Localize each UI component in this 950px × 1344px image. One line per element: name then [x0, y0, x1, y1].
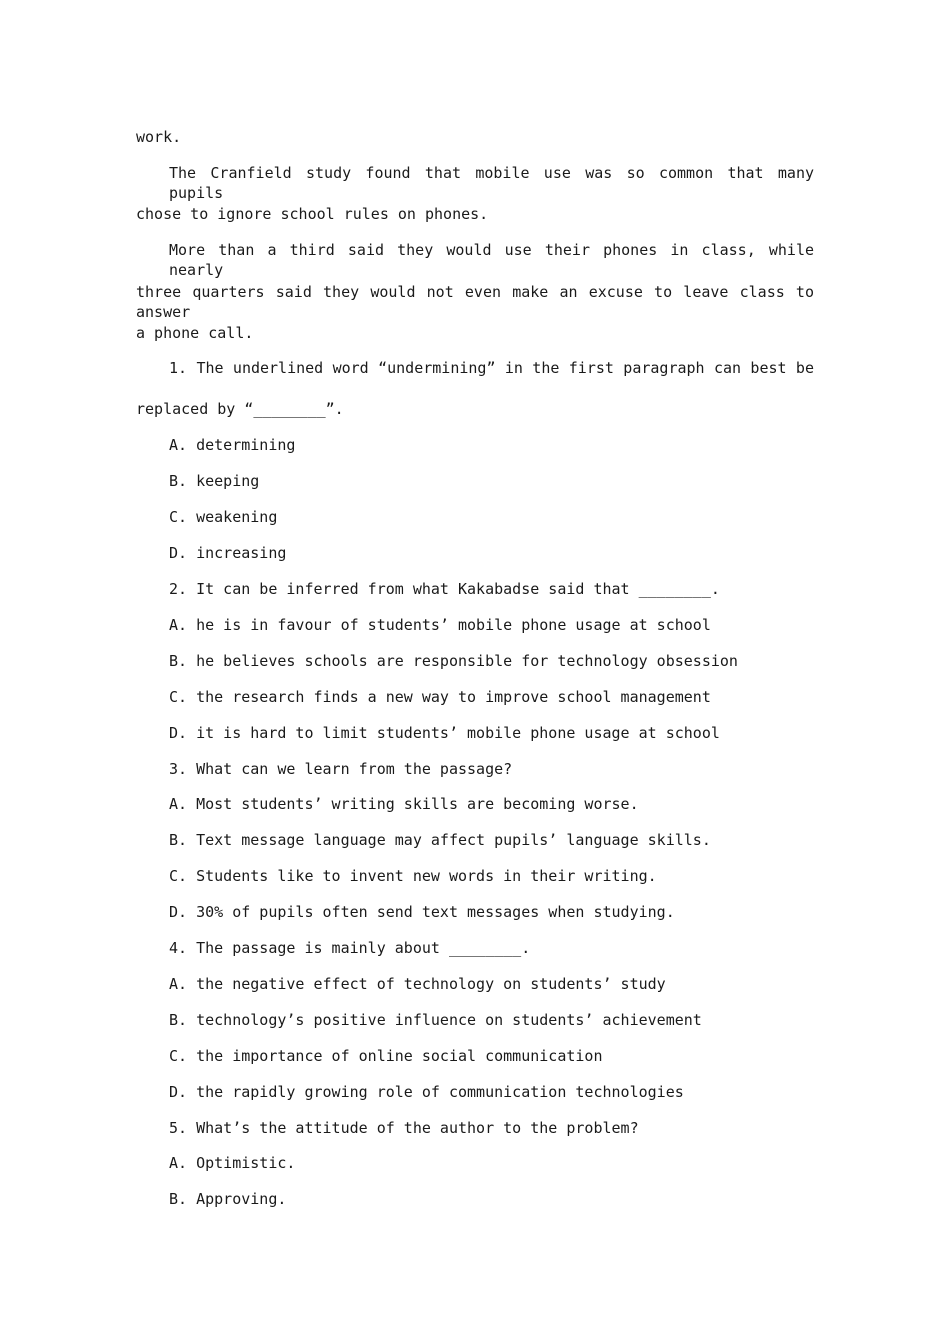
- question-4-stem: 4. The passage is mainly about ________.: [169, 939, 531, 957]
- question-3-option-a: A. Most students’ writing skills are becoming worse.: [169, 795, 639, 813]
- paragraph-third-line-2: three quarters said they would not even make an excuse to leave class to answer: [136, 283, 814, 321]
- question-2-option-c: C. the research finds a new way to improve school management: [169, 688, 711, 706]
- question-2-stem: 2. It can be inferred from what Kakabadse said that ________.: [169, 580, 720, 598]
- question-2-option-a: A. he is in favour of students’ mobile phone usage at school: [169, 616, 711, 634]
- question-4-option-a: A. the negative effect of technology on students’ study: [169, 975, 666, 993]
- question-3-option-c: C. Students like to invent new words in their writing.: [169, 867, 657, 885]
- question-3-stem: 3. What can we learn from the passage?: [169, 760, 513, 778]
- question-1-stem-line-1: 1. The underlined word “undermining” in the first paragraph can best be: [169, 359, 814, 377]
- question-1-option-c: C. weakening: [169, 508, 278, 526]
- question-5-stem: 5. What’s the attitude of the author to the problem?: [169, 1119, 639, 1137]
- question-4-option-c: C. the importance of online social communication: [169, 1047, 603, 1065]
- question-3-option-b: B. Text message language may affect pupils’ language skills.: [169, 831, 711, 849]
- question-1-option-a: A. determining: [169, 436, 296, 454]
- question-2-option-b: B. he believes schools are responsible for technology obsession: [169, 652, 738, 670]
- question-1-option-b: B. keeping: [169, 472, 260, 490]
- question-1-option-d: D. increasing: [169, 544, 287, 562]
- paragraph-cranfield-line-1: The Cranfield study found that mobile use was so common that many pupils: [169, 164, 814, 202]
- question-2-option-d: D. it is hard to limit students’ mobile phone usage at school: [169, 724, 720, 742]
- question-3-option-d: D. 30% of pupils often send text messages when studying.: [169, 903, 675, 921]
- passage-fragment: work.: [136, 128, 182, 146]
- paragraph-cranfield-line-2: chose to ignore school rules on phones.: [136, 205, 489, 223]
- question-4-option-d: D. the rapidly growing role of communication technologies: [169, 1083, 684, 1101]
- question-1-stem-line-2: replaced by “________”.: [136, 400, 344, 418]
- paragraph-third-line-1: More than a third said they would use their phones in class, while nearly: [169, 241, 814, 279]
- question-5-option-a: A. Optimistic.: [169, 1154, 296, 1172]
- question-5-option-b: B. Approving.: [169, 1190, 287, 1208]
- paragraph-third-line-3: a phone call.: [136, 324, 254, 342]
- question-4-option-b: B. technology’s positive influence on students’ achievement: [169, 1011, 702, 1029]
